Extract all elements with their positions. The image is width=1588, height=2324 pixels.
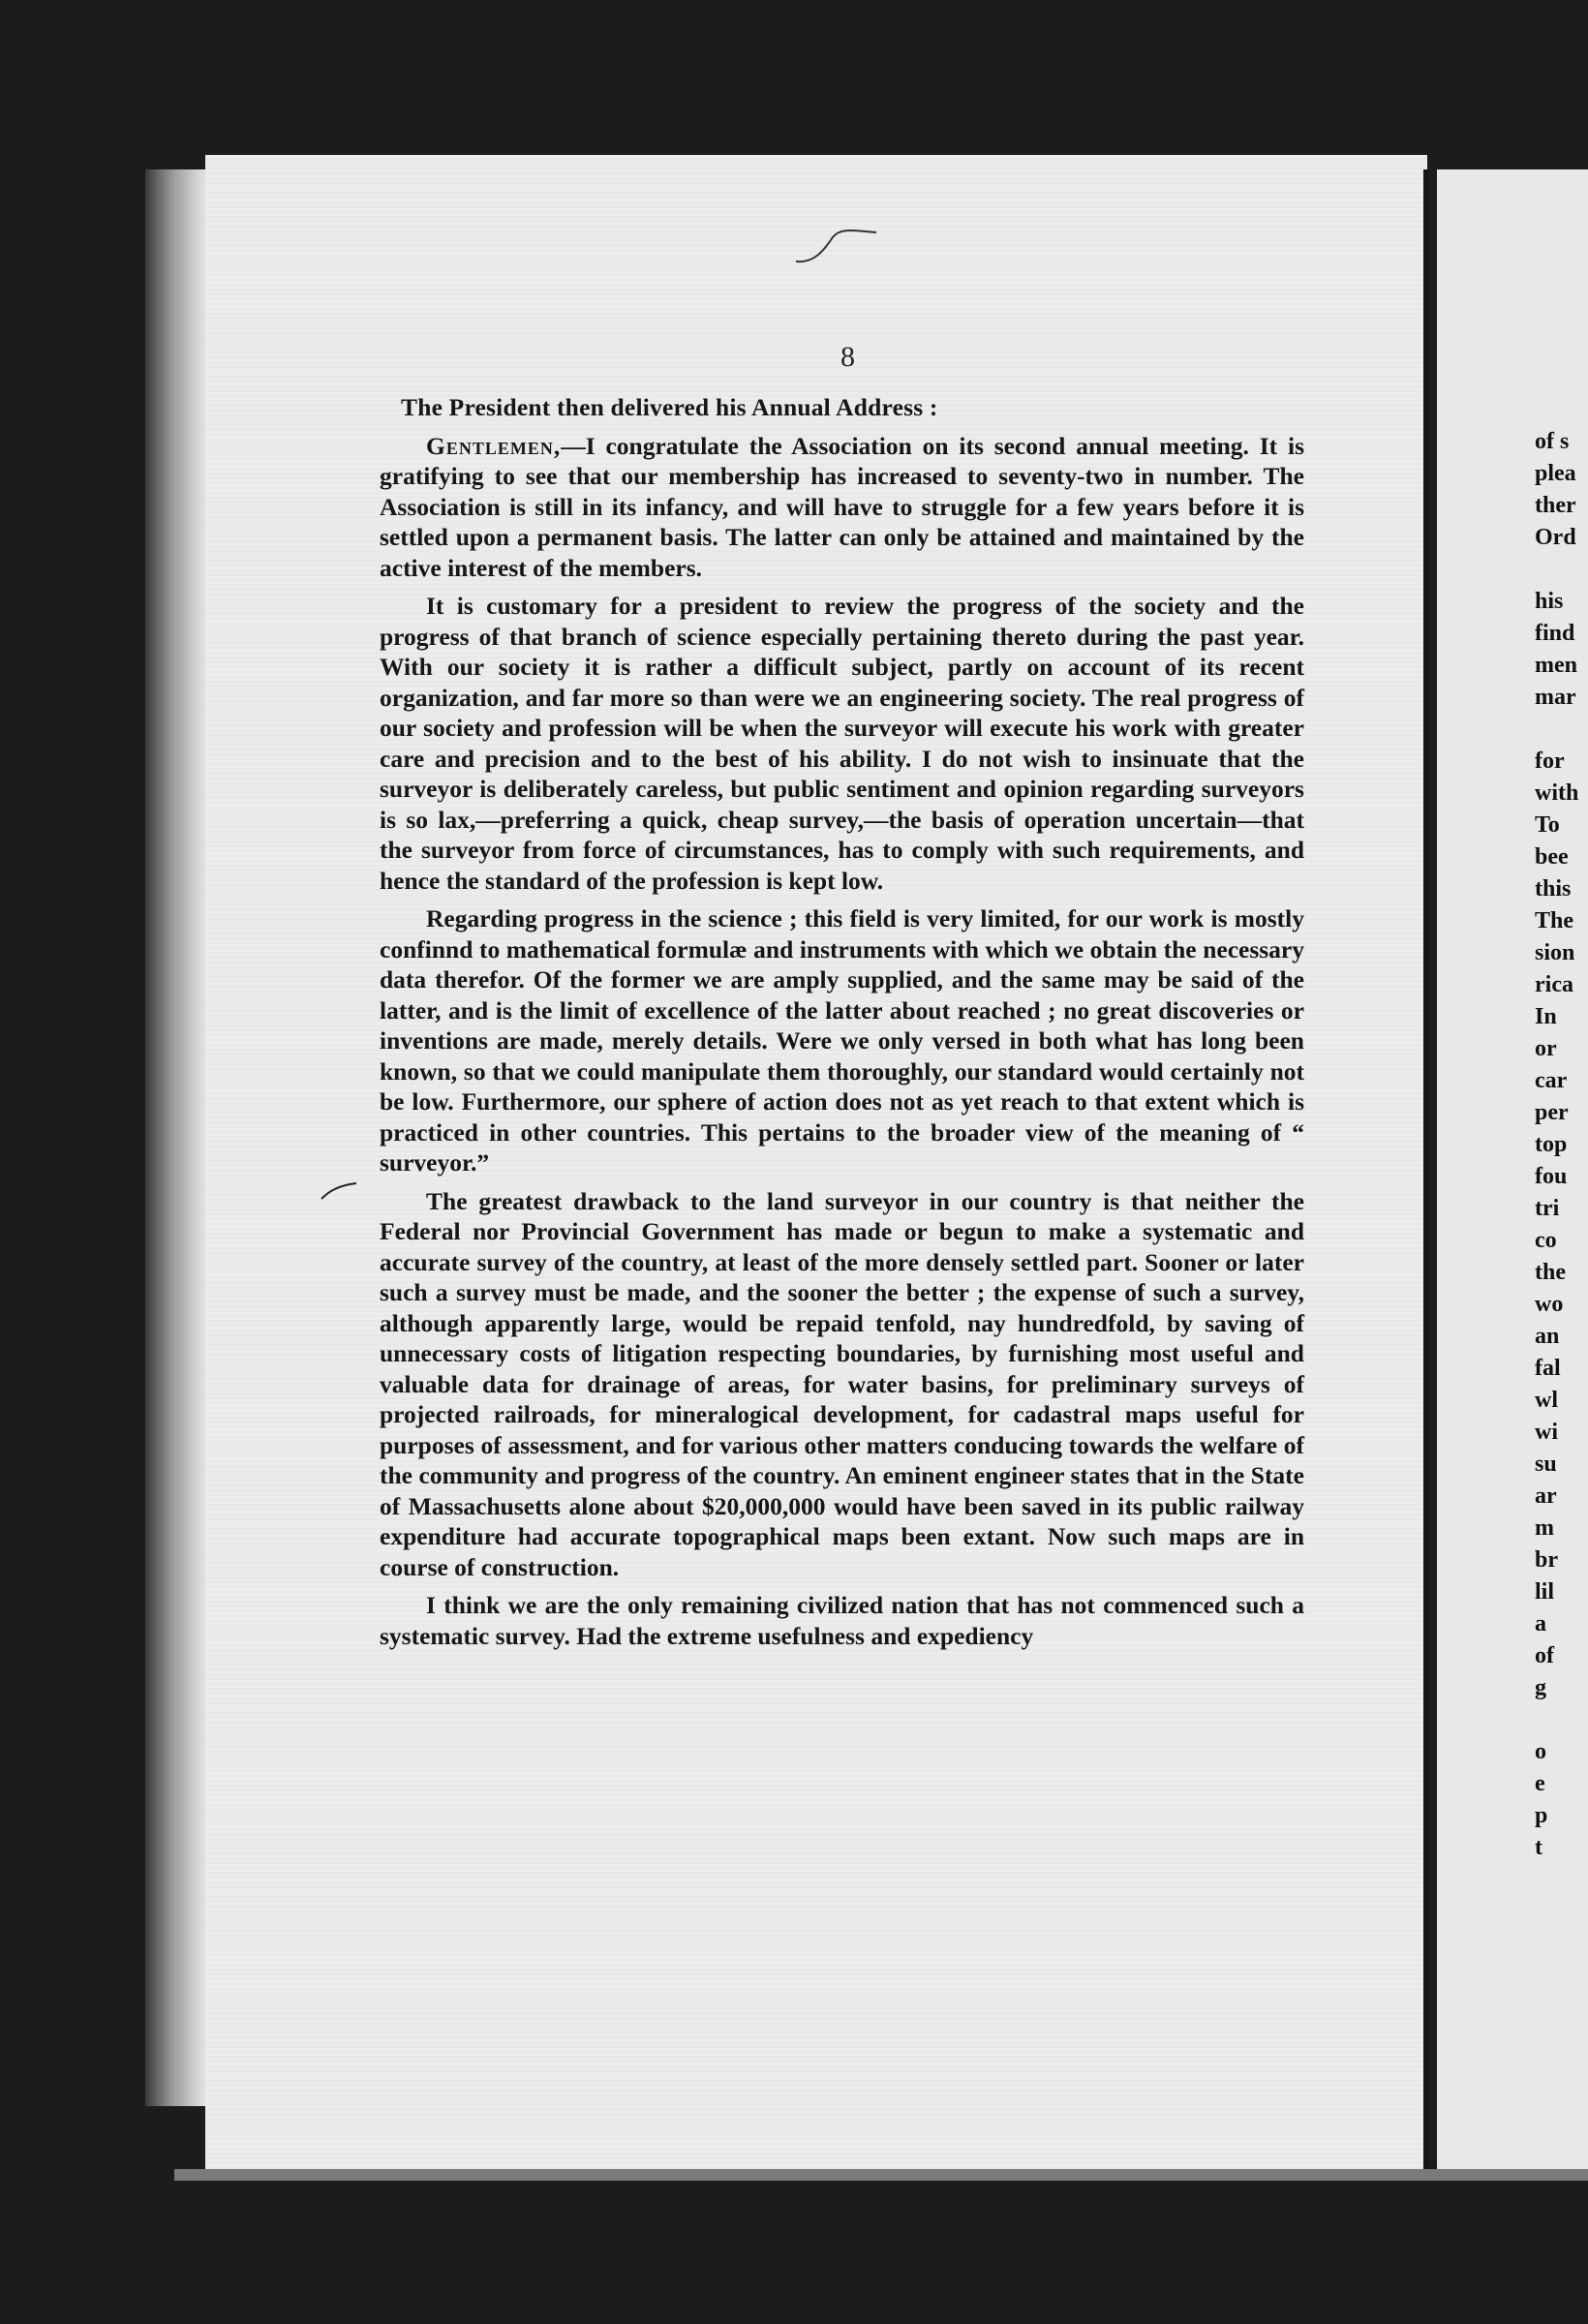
facing-page-line: lil (1535, 1579, 1555, 1605)
facing-page-line (1535, 1704, 1588, 1736)
page-number: 8 (840, 341, 855, 373)
facing-page-line: The (1535, 908, 1574, 933)
facing-page-line: men (1535, 653, 1577, 678)
facing-page-line: ar (1535, 1483, 1557, 1509)
facing-page-line: p (1535, 1803, 1548, 1828)
paragraph: It is customary for a president to review the progress of the society and the progress of that branch of science especially pertaining thereto during the past year. With our society it is rather a difficult subject, partly on account of its recent organization, and far more so than were we an engineering society. The real progress of our society and profession will be when the surveyor will execute his work with greater care and precision and to the best of his ability. I do not wish to insinuate that the surveyor is deliberately careless, but public sentiment and opinion regarding surveyors is so lax,—preferring a quick, cheap survey,—the basis of operation uncertain—that the surveyor from force of circumstances, has to comply with such requirements, and hence the standard of the profession is kept low. (380, 592, 1304, 895)
facing-page-line (1535, 554, 1588, 586)
salutation: Gentlemen, (426, 431, 562, 460)
facing-page-line: bee (1535, 844, 1569, 870)
facing-page-line: g (1535, 1675, 1546, 1700)
facing-page-line: fal (1535, 1356, 1561, 1381)
paragraph: I think we are the only remaining civilized nation that has not commenced such a systematic survey. Had the extreme usefulness and expediency (380, 1591, 1304, 1650)
facing-page-line: an (1535, 1324, 1560, 1349)
facing-page-line: ther (1535, 493, 1576, 518)
facing-page-line (1535, 714, 1588, 746)
facing-page-line: or (1535, 1036, 1557, 1061)
facing-page-line: of s (1535, 429, 1570, 454)
facing-page-line: per (1535, 1100, 1569, 1125)
paragraph-text: —I congratulate the Association on its second annual meeting. It is gratifying to see that our membership has increased to seventy-two in number. The Association is still in its infancy, and will have to struggle for a few years before it is settled upon a permanent basis. The latter can only be attained and maintained by the active interest of the members. (380, 431, 1304, 582)
paragraph: Regarding progress in the science ; this field is very limited, for our work is mostly confinnd to mathematical formulæ and instruments with which we obtain the necessary data therefor. Of the former we are amply supplied, and the same may be said of the latter, and is the limit of excellence of the latter about reached ; no great discoveries or inventions are made, merely details. Were we only versed in both what has long been known, so that we could manipulate them thoroughly, our standard would certainly not be low. Furthermore, our sphere of action does not as yet reach to that extent which is practiced in other countries. This pertains to the broader view of the meaning of “ surveyor.” (380, 904, 1304, 1177)
facing-page-line: this (1535, 876, 1572, 902)
facing-page-line: m (1535, 1515, 1554, 1541)
facing-page-line: tri (1535, 1196, 1560, 1221)
facing-page-line: wo (1535, 1292, 1564, 1317)
pencil-mark (794, 223, 881, 271)
address-text (380, 392, 1304, 1659)
facing-page-line: with (1535, 780, 1579, 806)
page-gutter (1423, 169, 1429, 2179)
facing-page-line: a (1535, 1611, 1546, 1636)
facing-page-line: the (1535, 1260, 1566, 1285)
facing-page-line: In (1535, 1004, 1557, 1029)
facing-page-line: e (1535, 1771, 1545, 1796)
facing-page-line: rica (1535, 972, 1573, 997)
facing-page-line: o (1535, 1739, 1546, 1764)
facing-page-text (1535, 426, 1588, 1864)
facing-page-line: wl (1535, 1388, 1558, 1413)
facing-page-line: Ord (1535, 525, 1576, 550)
facing-page-line: top (1535, 1132, 1568, 1157)
facing-page-line: To (1535, 812, 1560, 838)
facing-page-line: car (1535, 1068, 1568, 1093)
book-edge (145, 169, 213, 2106)
paragraph (380, 431, 1304, 584)
paragraph: The greatest drawback to the land surveyor in our country is that neither the Federal nor Provincial Government has made or begun to make a systematic and accurate survey of the country, at least of the more densely settled part. Sooner or later such a survey must be made, and the sooner the better ; the expense of such a survey, although apparently large, would be repaid tenfold, nay hundredfold, by saving of unnecessary costs of litigation respecting boundaries, by furnishing most useful and valuable data for drainage of areas, for water basins, for preliminary surveys of projected railroads, for mineralogical development, for cadastral maps useful for purposes of assessment, and for various other matters conducing towards the welfare of the community and progress of the country. An eminent engineer states that in the State of Massachusetts alone about $20,000,000 would have been saved in its public railway expenditure had accurate topographical maps been extant. Now such maps are in course of construction. (380, 1186, 1304, 1581)
facing-page-line: br (1535, 1547, 1558, 1573)
intro-line: The President then delivered his Annual Address : (401, 393, 938, 421)
facing-page-line: sion (1535, 940, 1575, 965)
facing-page-line: co (1535, 1228, 1557, 1253)
scan-bottom-edge (174, 2169, 1588, 2181)
facing-page-line: mar (1535, 685, 1576, 710)
facing-page-line: plea (1535, 461, 1576, 486)
facing-page-line: fou (1535, 1164, 1568, 1189)
facing-page-line: su (1535, 1452, 1557, 1477)
margin-mark (320, 1181, 358, 1201)
facing-page-line: t (1535, 1835, 1542, 1860)
facing-page-line: his (1535, 589, 1564, 614)
facing-page-line: for (1535, 749, 1565, 774)
facing-page-line: find (1535, 621, 1575, 646)
facing-page-line: of (1535, 1643, 1554, 1668)
facing-page-line: wi (1535, 1420, 1558, 1445)
